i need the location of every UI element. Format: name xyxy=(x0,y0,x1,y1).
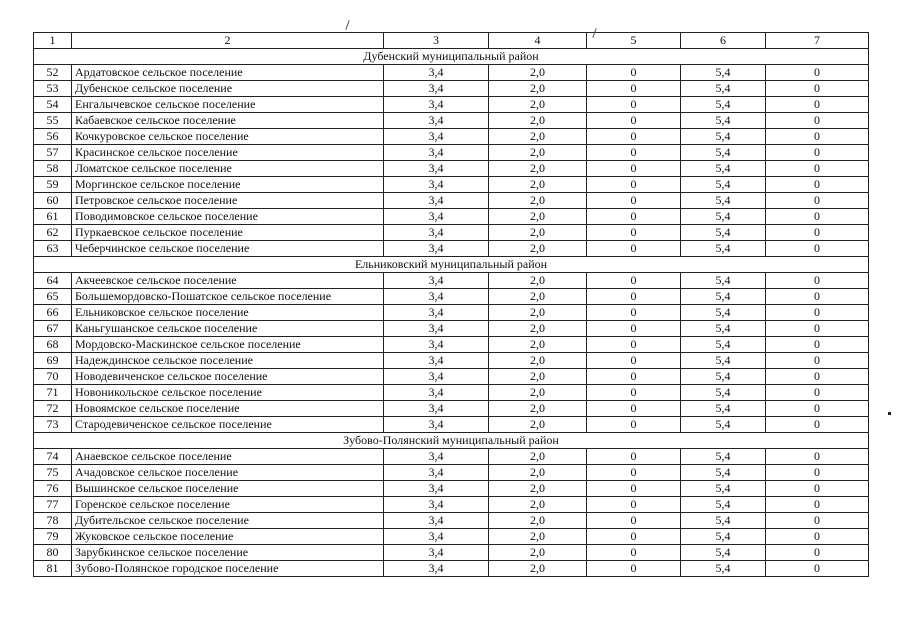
cell-col-6: 5,4 xyxy=(681,561,766,577)
cell-col-7: 0 xyxy=(766,273,869,289)
table-row xyxy=(34,545,869,561)
cell-col-7: 0 xyxy=(766,337,869,353)
cell-col-4: 2,0 xyxy=(489,65,587,81)
column-header: 7 xyxy=(766,33,869,49)
row-number: 60 xyxy=(34,193,72,209)
settlement-name: Моргинское сельское поселение xyxy=(72,177,384,193)
cell-col-3: 3,4 xyxy=(384,113,489,129)
settlement-name: Каньгушанское сельское поселение xyxy=(72,321,384,337)
cell-col-7: 0 xyxy=(766,497,869,513)
cell-col-3: 3,4 xyxy=(384,193,489,209)
row-number: 62 xyxy=(34,225,72,241)
row-number: 77 xyxy=(34,497,72,513)
settlement-name: Ардатовское сельское поселение xyxy=(72,65,384,81)
cell-col-7: 0 xyxy=(766,417,869,433)
settlement-name: Новоямское сельское поселение xyxy=(72,401,384,417)
settlement-name: Ломатское сельское поселение xyxy=(72,161,384,177)
cell-col-3: 3,4 xyxy=(384,465,489,481)
cell-col-3: 3,4 xyxy=(384,305,489,321)
column-header: 5 xyxy=(587,33,681,49)
cell-col-5: 0 xyxy=(587,65,681,81)
table-row xyxy=(34,97,869,113)
settlement-name: Зубово-Полянское городское поселение xyxy=(72,561,384,577)
cell-col-5: 0 xyxy=(587,321,681,337)
table-row xyxy=(34,321,869,337)
cell-col-5: 0 xyxy=(587,273,681,289)
cell-col-4: 2,0 xyxy=(489,321,587,337)
section-row xyxy=(34,257,869,273)
cell-col-7: 0 xyxy=(766,113,869,129)
scan-artifact xyxy=(888,412,891,415)
settlement-name: Анаевское сельское поселение xyxy=(72,449,384,465)
cell-col-3: 3,4 xyxy=(384,385,489,401)
table-row xyxy=(34,561,869,577)
cell-col-4: 2,0 xyxy=(489,129,587,145)
cell-col-3: 3,4 xyxy=(384,225,489,241)
table-row xyxy=(34,161,869,177)
cell-col-5: 0 xyxy=(587,481,681,497)
cell-col-5: 0 xyxy=(587,97,681,113)
settlement-name: Большемордовско-Пошатское сельское поселение xyxy=(72,289,384,305)
cell-col-3: 3,4 xyxy=(384,481,489,497)
cell-col-4: 2,0 xyxy=(489,481,587,497)
cell-col-3: 3,4 xyxy=(384,369,489,385)
scan-artifact xyxy=(345,20,349,30)
cell-col-6: 5,4 xyxy=(681,65,766,81)
cell-col-7: 0 xyxy=(766,513,869,529)
cell-col-4: 2,0 xyxy=(489,193,587,209)
settlement-name: Кабаевское сельское поселение xyxy=(72,113,384,129)
cell-col-7: 0 xyxy=(766,241,869,257)
table-row xyxy=(34,305,869,321)
section-title: Зубово-Полянский муниципальный район xyxy=(34,433,869,449)
cell-col-3: 3,4 xyxy=(384,545,489,561)
cell-col-3: 3,4 xyxy=(384,321,489,337)
cell-col-5: 0 xyxy=(587,193,681,209)
settlement-name: Красинское сельское поселение xyxy=(72,145,384,161)
cell-col-4: 2,0 xyxy=(489,177,587,193)
table-row xyxy=(34,65,869,81)
settlement-name: Зарубкинское сельское поселение xyxy=(72,545,384,561)
header-row xyxy=(34,33,869,49)
settlement-name: Поводимовское сельское поселение xyxy=(72,209,384,225)
row-number: 76 xyxy=(34,481,72,497)
cell-col-4: 2,0 xyxy=(489,81,587,97)
cell-col-3: 3,4 xyxy=(384,401,489,417)
cell-col-6: 5,4 xyxy=(681,161,766,177)
row-number: 71 xyxy=(34,385,72,401)
cell-col-4: 2,0 xyxy=(489,561,587,577)
cell-col-4: 2,0 xyxy=(489,513,587,529)
cell-col-4: 2,0 xyxy=(489,465,587,481)
table-row xyxy=(34,417,869,433)
row-number: 74 xyxy=(34,449,72,465)
cell-col-6: 5,4 xyxy=(681,529,766,545)
row-number: 80 xyxy=(34,545,72,561)
cell-col-7: 0 xyxy=(766,65,869,81)
cell-col-6: 5,4 xyxy=(681,417,766,433)
cell-col-7: 0 xyxy=(766,481,869,497)
cell-col-3: 3,4 xyxy=(384,529,489,545)
cell-col-6: 5,4 xyxy=(681,81,766,97)
cell-col-6: 5,4 xyxy=(681,289,766,305)
table-row xyxy=(34,81,869,97)
table-row xyxy=(34,449,869,465)
cell-col-5: 0 xyxy=(587,369,681,385)
cell-col-6: 5,4 xyxy=(681,337,766,353)
settlement-name: Чеберчинское сельское поселение xyxy=(72,241,384,257)
table-row xyxy=(34,177,869,193)
cell-col-7: 0 xyxy=(766,209,869,225)
cell-col-7: 0 xyxy=(766,385,869,401)
section-title: Дубенский муниципальный район xyxy=(34,49,869,65)
cell-col-4: 2,0 xyxy=(489,273,587,289)
cell-col-6: 5,4 xyxy=(681,97,766,113)
cell-col-6: 5,4 xyxy=(681,193,766,209)
cell-col-3: 3,4 xyxy=(384,417,489,433)
table-row xyxy=(34,481,869,497)
row-number: 68 xyxy=(34,337,72,353)
cell-col-5: 0 xyxy=(587,177,681,193)
cell-col-3: 3,4 xyxy=(384,561,489,577)
cell-col-4: 2,0 xyxy=(489,369,587,385)
cell-col-7: 0 xyxy=(766,545,869,561)
cell-col-4: 2,0 xyxy=(489,385,587,401)
table-row xyxy=(34,529,869,545)
row-number: 73 xyxy=(34,417,72,433)
row-number: 72 xyxy=(34,401,72,417)
table-row xyxy=(34,193,869,209)
row-number: 58 xyxy=(34,161,72,177)
cell-col-3: 3,4 xyxy=(384,177,489,193)
cell-col-6: 5,4 xyxy=(681,481,766,497)
table-row xyxy=(34,289,869,305)
cell-col-6: 5,4 xyxy=(681,385,766,401)
cell-col-3: 3,4 xyxy=(384,129,489,145)
cell-col-7: 0 xyxy=(766,161,869,177)
cell-col-4: 2,0 xyxy=(489,545,587,561)
table-row xyxy=(34,129,869,145)
column-header: 2 xyxy=(72,33,384,49)
cell-col-7: 0 xyxy=(766,529,869,545)
row-number: 70 xyxy=(34,369,72,385)
cell-col-5: 0 xyxy=(587,529,681,545)
cell-col-5: 0 xyxy=(587,225,681,241)
row-number: 57 xyxy=(34,145,72,161)
cell-col-5: 0 xyxy=(587,497,681,513)
cell-col-4: 2,0 xyxy=(489,337,587,353)
cell-col-5: 0 xyxy=(587,353,681,369)
settlement-name: Мордовско-Маскинское сельское поселение xyxy=(72,337,384,353)
cell-col-7: 0 xyxy=(766,177,869,193)
settlement-name: Дубительское сельское поселение xyxy=(72,513,384,529)
cell-col-7: 0 xyxy=(766,321,869,337)
cell-col-7: 0 xyxy=(766,449,869,465)
table-row xyxy=(34,401,869,417)
cell-col-6: 5,4 xyxy=(681,241,766,257)
section-row xyxy=(34,49,869,65)
cell-col-7: 0 xyxy=(766,81,869,97)
cell-col-3: 3,4 xyxy=(384,161,489,177)
section-title: Ельниковский муниципальный район xyxy=(34,257,869,273)
settlement-name: Ачадовское сельское поселение xyxy=(72,465,384,481)
table-row xyxy=(34,209,869,225)
settlement-name: Кочкуровское сельское поселение xyxy=(72,129,384,145)
row-number: 59 xyxy=(34,177,72,193)
cell-col-6: 5,4 xyxy=(681,497,766,513)
column-header: 4 xyxy=(489,33,587,49)
settlement-name: Горенское сельское поселение xyxy=(72,497,384,513)
cell-col-7: 0 xyxy=(766,369,869,385)
cell-col-6: 5,4 xyxy=(681,129,766,145)
cell-col-5: 0 xyxy=(587,337,681,353)
cell-col-7: 0 xyxy=(766,225,869,241)
row-number: 53 xyxy=(34,81,72,97)
row-number: 64 xyxy=(34,273,72,289)
column-header: 3 xyxy=(384,33,489,49)
table-row xyxy=(34,497,869,513)
cell-col-7: 0 xyxy=(766,145,869,161)
row-number: 79 xyxy=(34,529,72,545)
settlement-name: Петровское сельское поселение xyxy=(72,193,384,209)
cell-col-6: 5,4 xyxy=(681,209,766,225)
cell-col-5: 0 xyxy=(587,241,681,257)
cell-col-7: 0 xyxy=(766,97,869,113)
cell-col-4: 2,0 xyxy=(489,145,587,161)
row-number: 54 xyxy=(34,97,72,113)
column-header: 1 xyxy=(34,33,72,49)
cell-col-3: 3,4 xyxy=(384,81,489,97)
cell-col-6: 5,4 xyxy=(681,145,766,161)
table-row xyxy=(34,273,869,289)
cell-col-6: 5,4 xyxy=(681,465,766,481)
section-row xyxy=(34,433,869,449)
cell-col-6: 5,4 xyxy=(681,449,766,465)
cell-col-7: 0 xyxy=(766,289,869,305)
table-row xyxy=(34,241,869,257)
table-body xyxy=(34,49,869,577)
row-number: 61 xyxy=(34,209,72,225)
cell-col-4: 2,0 xyxy=(489,497,587,513)
cell-col-7: 0 xyxy=(766,129,869,145)
settlement-name: Пуркаевское сельское поселение xyxy=(72,225,384,241)
cell-col-4: 2,0 xyxy=(489,401,587,417)
cell-col-5: 0 xyxy=(587,417,681,433)
settlement-name: Новоникольское сельское поселение xyxy=(72,385,384,401)
cell-col-4: 2,0 xyxy=(489,97,587,113)
table-row xyxy=(34,113,869,129)
cell-col-3: 3,4 xyxy=(384,353,489,369)
cell-col-3: 3,4 xyxy=(384,97,489,113)
row-number: 75 xyxy=(34,465,72,481)
cell-col-6: 5,4 xyxy=(681,113,766,129)
cell-col-5: 0 xyxy=(587,289,681,305)
cell-col-6: 5,4 xyxy=(681,545,766,561)
cell-col-6: 5,4 xyxy=(681,273,766,289)
cell-col-6: 5,4 xyxy=(681,225,766,241)
row-number: 69 xyxy=(34,353,72,369)
cell-col-5: 0 xyxy=(587,81,681,97)
cell-col-4: 2,0 xyxy=(489,305,587,321)
column-header: 6 xyxy=(681,33,766,49)
cell-col-4: 2,0 xyxy=(489,225,587,241)
cell-col-3: 3,4 xyxy=(384,273,489,289)
cell-col-5: 0 xyxy=(587,385,681,401)
cell-col-4: 2,0 xyxy=(489,161,587,177)
cell-col-6: 5,4 xyxy=(681,321,766,337)
cell-col-4: 2,0 xyxy=(489,353,587,369)
cell-col-3: 3,4 xyxy=(384,145,489,161)
cell-col-6: 5,4 xyxy=(681,305,766,321)
cell-col-5: 0 xyxy=(587,545,681,561)
row-number: 65 xyxy=(34,289,72,305)
table-row xyxy=(34,385,869,401)
cell-col-5: 0 xyxy=(587,401,681,417)
cell-col-4: 2,0 xyxy=(489,417,587,433)
table-row xyxy=(34,465,869,481)
cell-col-4: 2,0 xyxy=(489,529,587,545)
cell-col-5: 0 xyxy=(587,305,681,321)
cell-col-7: 0 xyxy=(766,465,869,481)
cell-col-3: 3,4 xyxy=(384,449,489,465)
cell-col-5: 0 xyxy=(587,449,681,465)
cell-col-4: 2,0 xyxy=(489,289,587,305)
settlement-name: Акчеевское сельское поселение xyxy=(72,273,384,289)
table-row xyxy=(34,369,869,385)
cell-col-4: 2,0 xyxy=(489,113,587,129)
cell-col-5: 0 xyxy=(587,145,681,161)
settlement-name: Дубенское сельское поселение xyxy=(72,81,384,97)
cell-col-5: 0 xyxy=(587,113,681,129)
cell-col-6: 5,4 xyxy=(681,401,766,417)
cell-col-5: 0 xyxy=(587,561,681,577)
cell-col-3: 3,4 xyxy=(384,241,489,257)
cell-col-5: 0 xyxy=(587,513,681,529)
settlement-name: Ельниковское сельское поселение xyxy=(72,305,384,321)
settlement-name: Енгалычевское сельское поселение xyxy=(72,97,384,113)
row-number: 78 xyxy=(34,513,72,529)
cell-col-3: 3,4 xyxy=(384,289,489,305)
cell-col-3: 3,4 xyxy=(384,65,489,81)
cell-col-7: 0 xyxy=(766,401,869,417)
cell-col-6: 5,4 xyxy=(681,353,766,369)
cell-col-3: 3,4 xyxy=(384,513,489,529)
settlement-name: Надеждинское сельское поселение xyxy=(72,353,384,369)
settlement-name: Вышинское сельское поселение xyxy=(72,481,384,497)
settlement-name: Жуковское сельское поселение xyxy=(72,529,384,545)
row-number: 63 xyxy=(34,241,72,257)
cell-col-4: 2,0 xyxy=(489,209,587,225)
cell-col-6: 5,4 xyxy=(681,177,766,193)
cell-col-7: 0 xyxy=(766,305,869,321)
cell-col-6: 5,4 xyxy=(681,369,766,385)
cell-col-6: 5,4 xyxy=(681,513,766,529)
cell-col-4: 2,0 xyxy=(489,449,587,465)
cell-col-3: 3,4 xyxy=(384,209,489,225)
table-row xyxy=(34,145,869,161)
table-row xyxy=(34,353,869,369)
row-number: 55 xyxy=(34,113,72,129)
cell-col-5: 0 xyxy=(587,209,681,225)
cell-col-3: 3,4 xyxy=(384,337,489,353)
settlement-name: Новодевиченское сельское поселение xyxy=(72,369,384,385)
settlement-name: Стародевиченское сельское поселение xyxy=(72,417,384,433)
row-number: 56 xyxy=(34,129,72,145)
cell-col-5: 0 xyxy=(587,129,681,145)
cell-col-3: 3,4 xyxy=(384,497,489,513)
row-number: 81 xyxy=(34,561,72,577)
cell-col-7: 0 xyxy=(766,353,869,369)
table-row xyxy=(34,513,869,529)
cell-col-4: 2,0 xyxy=(489,241,587,257)
row-number: 67 xyxy=(34,321,72,337)
table-row xyxy=(34,337,869,353)
row-number: 66 xyxy=(34,305,72,321)
table-row xyxy=(34,225,869,241)
cell-col-7: 0 xyxy=(766,193,869,209)
cell-col-5: 0 xyxy=(587,465,681,481)
settlements-table xyxy=(33,32,869,577)
cell-col-7: 0 xyxy=(766,561,869,577)
cell-col-5: 0 xyxy=(587,161,681,177)
row-number: 52 xyxy=(34,65,72,81)
